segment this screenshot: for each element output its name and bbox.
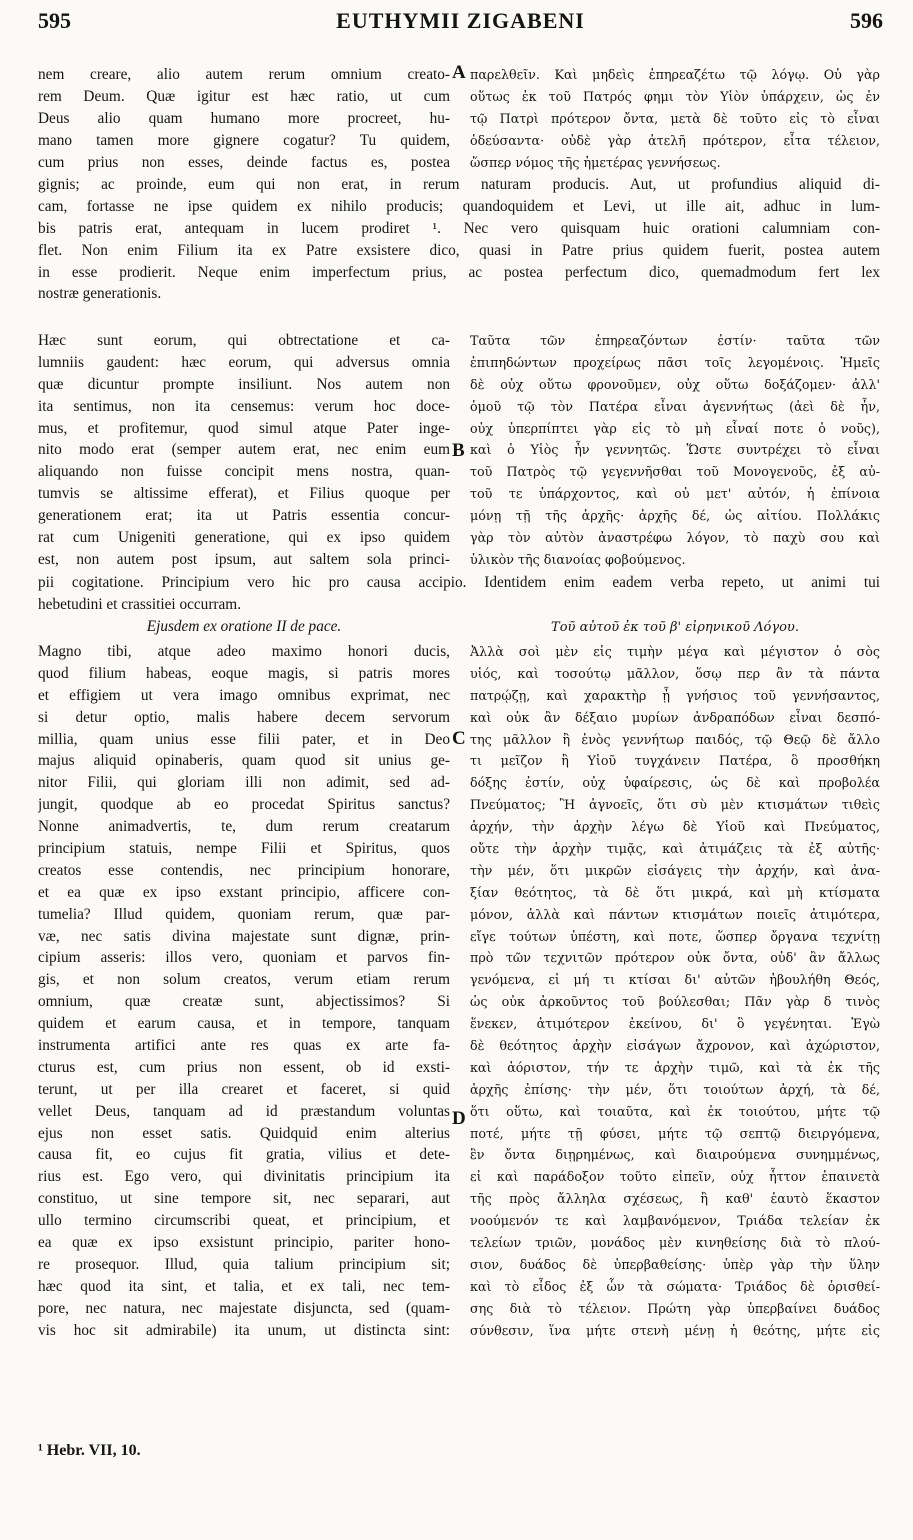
text-line: καὶ τὸ εἶδος ἐξ ὧν τὰ σώματα· Τριάδος δὲ ὁρισθεί-	[470, 1278, 880, 1294]
text-line: nem creare, alio autem rerum omnium creato-	[38, 66, 450, 83]
text-line: ἀρχῆς ἐπίσης· τὴν μέν, ὅτι τοιούτων ἀρχή, τὰ δέ,	[470, 1081, 880, 1097]
section2-latin-column	[38, 330, 450, 571]
text-line: Ταῦτα τῶν ἐπηρεαζόντων ἐστίν· ταῦτα τῶν	[470, 333, 880, 348]
text-line: τι μεῖζον ἢ Υἱοῦ τυγχάνειν Πατέρα, ὃ προσθήκη	[470, 753, 880, 769]
greek-section-title: Τοῦ αὐτοῦ ἐκ τοῦ β' εἰρηνικοῦ Λόγου.	[551, 620, 799, 635]
text-line: majus aliquid opinaberis, quam quod sit unius ge-	[38, 752, 450, 770]
section2-greek-column	[470, 330, 880, 571]
text-line: rius est. Ego vero, qui divinitatis principium ita	[38, 1168, 450, 1186]
text-line: ὥσπερ νόμος τῆς ἡμετέρας γεννήσεως.	[470, 154, 721, 170]
margin-marker-c: C	[452, 728, 466, 749]
text-line: mus, et profitemur, quod simul atque Pater inge-	[38, 419, 450, 437]
text-line: εἴγε τούτων ὑπέστη, καὶ ποτε, ὥσπερ ὄργανα τεχνίτῃ	[470, 928, 880, 944]
text-line: nito modo erat (semper autem erat, nec enim eum	[38, 441, 450, 459]
text-line: ὡς οὐκ ἀρκοῦντος τοῦ βούλεσθαι; Πᾶν γὰρ δ τινὸς	[470, 994, 880, 1010]
text-line: rat cum Unigeniti generatione, qui ex ipso quidem	[38, 529, 450, 547]
text-line: quidem et earum causa, et in tempore, tanquam	[38, 1015, 450, 1033]
text-line: τῷ Πατρὶ πρότερον ὄντα, μετὰ δὲ τοῦτο εἰς τὸ εἶναι	[470, 110, 880, 126]
section1-latin-fullwidth	[38, 174, 880, 305]
margin-marker-a: A	[452, 62, 466, 83]
text-line: millia, quam unius esse filii pater, et in Deo	[38, 730, 450, 748]
text-line: creatos esse contendis, nec principium honorare,	[38, 861, 450, 879]
text-line: terunt, ut per illa crearet et faceret, si quid	[38, 1080, 450, 1098]
text-line: vis hoc sit admirabile) ita unum, ut distincta sint:	[38, 1321, 450, 1339]
text-line: cturus est, cum prius non essent, ob id exsti-	[38, 1058, 450, 1076]
text-line: σης διὰ τὸ τέλειον. Πρώτη γὰρ ὑπερβαίνει δυάδος	[470, 1300, 880, 1316]
text-line: Πνεύματος; Ἢ ἀγνοεῖς, ὅτι σὺ μὲν κτισμάτων τιθεὶς	[470, 797, 880, 813]
text-line: ποτέ, μήτε τῇ φύσει, μήτε τῷ σεπτῷ διειργόμενα,	[470, 1125, 880, 1141]
text-line: πατρῴζῃ, καὶ χαρακτὴρ ᾖ γνήσιος τοῦ γεννήσαντος,	[470, 687, 880, 703]
text-line: quod filium habeas, eoque magis, si patris mores	[38, 664, 450, 682]
text-line: cam, fortasse ne ipse quidem ex nihilo producis; quandoquidem et Levi, ut ille ait, adhuc in lum-	[38, 197, 880, 215]
text-line: pore, nec natura, nec majestate disjuncta, sed (quam-	[38, 1299, 450, 1317]
text-line: omnium, quæ creatæ sunt, abjectissimos? Si	[38, 993, 450, 1011]
text-line: ξίαν θεότητος, τὰ δὲ ὅτι μικρά, καὶ μὴ κτίσματα	[470, 884, 880, 900]
text-line: ea quæ ex ipso exsistunt principio, pariter hono-	[38, 1234, 450, 1252]
section3-greek-column	[470, 641, 880, 1342]
text-line: γὰρ τὸν αὐτὸν ἀναστρέφω λόγον, τὸ παχὺ σου καὶ	[470, 530, 880, 546]
text-line: aliquando non fuisse concipit mens nostra, quan-	[38, 463, 450, 481]
text-line: instrumenta artifici ante res quas ex arte fa-	[38, 1037, 450, 1055]
text-line: δὲ οὐχ οὕτω φρονοῦμεν, οὐχ οὕτω δοξάζομεν· ἀλλ'	[470, 376, 880, 392]
text-line: si detur optio, malis habere decem servorum	[38, 708, 450, 726]
text-line: mano tamen more gignere cogatur? Tu quidem,	[38, 131, 450, 149]
text-line: δόξης ἐστίν, οὐχ ὑφαίρεσις, ὡς δὲ καὶ προβολέα	[470, 775, 880, 791]
text-line: causa fit, eo cujus fit gratia, vilius et dete-	[38, 1146, 450, 1164]
text-line: της μᾶλλον ἢ ἑνὸς γεννήτωρ παιδός, τῷ Θεῷ δὲ ἄλλο	[470, 731, 880, 747]
footnote: ¹ Hebr. VII, 10.	[38, 1442, 141, 1459]
text-line: flet. Non enim Filium ita ex Patre exsistere dico, quasi in Patre prius quidem fuerit, postea autem	[38, 241, 880, 259]
text-line: τοῦ Πατρὸς τῷ γεγεννῆσθαι τοῦ Μονογενοῦς, ἐξ αὐ-	[470, 464, 880, 480]
text-line: et effigiem ut vera imago omnibus exprimat, nec	[38, 686, 450, 704]
text-line: constituo, ut sine tempore sit, nec separari, aut	[38, 1190, 450, 1208]
text-line: τὴν μέν, ὅτι μικρῶν εἰσάγεις τὴν ἀρχήν, καὶ ἀνα-	[470, 862, 880, 878]
text-line: ἓν ὄντα διῃρημένως, καὶ διαιρούμενα συνημμένως,	[470, 1147, 880, 1163]
text-line: ἕνεκεν, ἀτιμότερον ἐκείνου, δι' ὃ γεγένηται. Ἐγὼ	[470, 1016, 880, 1032]
text-line: in esse prodierit. Neque enim imperfectum prius, ac postea perfectum dico, quemadmodum fert lex	[38, 263, 880, 281]
text-line: nitor Filii, qui gloriam illi non adimit, sed ad-	[38, 774, 450, 792]
text-line: principium statuis, nempe Filii et Spiritus, quos	[38, 840, 450, 858]
section1-greek-column	[470, 64, 880, 173]
text-line: cipium asseris: illos vero, quoniam et parvos fin-	[38, 949, 450, 967]
text-line: εἰ καὶ παράδοξον τοῦτο εἰπεῖν, οὐχ ἧττον ἐπαινετὰ	[470, 1169, 880, 1185]
text-line: τελείων τριῶν, μονάδος μὲν κινηθείσης διὰ τὸ πλού-	[470, 1235, 880, 1251]
text-line: Hæc sunt eorum, qui obtrectatione et ca-	[38, 332, 450, 349]
text-line: generationem erat; ita ut Patris essentia concur-	[38, 507, 450, 525]
text-line: γενόμενα, εἰ μή τι κτίσαι δι' αὐτῶν ἠβουλήθη Θεός,	[470, 972, 880, 988]
text-line: lumniis gaudent: hæc eorum, qui adversus omnia	[38, 353, 450, 371]
text-line: bis patris erat, antequam in lucem prodiret ¹. Nec vero quisquam huic orationi calumniam con-	[38, 219, 880, 237]
text-line: Deus alio quam humano more procreet, hu-	[38, 109, 450, 127]
text-line: Ἀλλὰ σοὶ μὲν εἰς τιμὴν μέγα καὶ μέγιστον ὁ σὸς	[470, 644, 880, 659]
text-line: gignis; ac proinde, eum qui non erat, in rerum naturam producis. Aut, ut profundius aliquid di-	[38, 176, 880, 193]
text-line: pii cogitatione. Principium vero hic pro causa accipio. Identidem enim eadem verba repeto, ut animi tui	[38, 574, 880, 591]
text-line: cum prius non esses, deinde factus es, postea	[38, 153, 450, 171]
text-line: ejus non esset satis. Quidquid enim alterius	[38, 1124, 450, 1142]
text-line: δὲ θεότητος ἀρχὴν εἰσάγων ἄχρονον, καὶ ἀχώριστον,	[470, 1038, 880, 1054]
text-line: καὶ ἀόριστον, τήν τε ἀρχὴν τιμῶ, καὶ τὰ ἐκ τῆς	[470, 1059, 880, 1075]
text-line: jungit, quodque ab eo procedat Spiritus sanctus?	[38, 796, 450, 814]
text-line: rem Deum. Quæ igitur est hæc ratio, ut cum	[38, 87, 450, 105]
text-line: παρελθεῖν. Καὶ μηδεὶς ἐπηρεαζέτω τῷ λόγῳ. Οὐ γὰρ	[470, 67, 880, 82]
text-line: nostræ generationis.	[38, 285, 162, 303]
section3-latin-column	[38, 641, 450, 1342]
text-line: σύνθεσιν, ἵνα μήτε στενὴ μένῃ ἡ θεότης, μήτε εἰς	[470, 1322, 880, 1338]
margin-marker-d: D	[452, 1108, 466, 1129]
text-line: οὔτε τὴν ἀρχὴν τιμᾷς, καὶ ἀτιμάζεις τὰ ἐξ αὐτῆς·	[470, 841, 880, 857]
margin-marker-b: B	[452, 440, 465, 461]
section1-latin-column	[38, 64, 450, 173]
text-line: vellet Deus, tanquam ad id præstandum voluntas	[38, 1102, 450, 1120]
text-line: ὅτι οὕτω, καὶ τοιαῦτα, καὶ ἐκ τοιούτου, μήτε τῷ	[470, 1103, 880, 1119]
text-line: ἐπιπηδώντων προχείρως πᾶσι τοῖς λεγομένοις. Ἡμεῖς	[470, 354, 880, 370]
text-line: Magno tibi, atque adeo maximo honori ducis,	[38, 643, 450, 660]
text-line: et ea quæ ex ipso exstant principio, afficere con-	[38, 883, 450, 901]
text-line: ὁμοῦ τῷ τὸν Πατέρα εἶναι ἀγεννήτως (ἀεὶ δὲ ἦν,	[470, 398, 880, 414]
text-line: hebetudini et crassitiei occurram.	[38, 595, 242, 613]
text-line: υἱός, καὶ τοσούτῳ μᾶλλον, ὅσῳ περ ἂν τὰ πάντα	[470, 665, 880, 681]
text-line: νοούμενόν τε καὶ λαμβανόμενον, Τριάδα τελείαν ἐκ	[470, 1213, 880, 1229]
text-line: ullo termino circumscribi queat, et principium, et	[38, 1212, 450, 1230]
running-header	[38, 8, 883, 42]
running-title: EUTHYMII ZIGABENI	[336, 8, 585, 33]
page-number-right: 596	[850, 8, 883, 33]
page-number-left: 595	[38, 8, 71, 33]
text-line: μόνον, ἀλλὰ καὶ πάντων κτισμάτων ποιεῖς ἀτιμότερα,	[470, 906, 880, 922]
text-line: Nonne animadvertis, te, dum rerum creatarum	[38, 818, 450, 836]
text-line: καὶ οὐκ ἂν δέξαιο μυρίων ἀνδραπόδων εἶναι δεσπό-	[470, 709, 880, 725]
text-line: οὕτως ἐκ τοῦ Πατρός φημι τὸν Υἱὸν ὑπάρχειν, ὡς ἐν	[470, 88, 880, 104]
text-line: hæc quod ita sint, et talia, et ex tali, nec tem-	[38, 1277, 450, 1295]
text-line: τοῦ τε ὑπάρχοντος, καὶ οὐ μετ' αὐτόν, ἡ ἐπίνοια	[470, 486, 880, 502]
text-line: gis, et non solum creatos, verum etiam rerum	[38, 971, 450, 989]
text-line: ὑλικὸν τῆς διανοίας φοβούμενος.	[470, 551, 686, 567]
text-line: καὶ ὁ Υἱὸς ἦν γεννητῶς. Ὥστε συντρέχει τὸ εἶναι	[470, 442, 880, 458]
text-line: væ, nec satis divina majestate sunt dignæ, prin-	[38, 927, 450, 945]
text-line: est, non autem post ipsum, aut saltem sola princi-	[38, 550, 450, 568]
text-line: τῆς πρὸς ἄλληλα σχέσεως, ἢ καθ' ἑαυτὸ ἕκαστον	[470, 1191, 880, 1207]
text-line: πρὸ τῶν τεχνιτῶν πρότερον οὐκ ὄντα, οὐδ' ἂν ἄλλως	[470, 950, 880, 966]
latin-section-title: Ejusdem ex oratione II de pace.	[146, 618, 342, 635]
text-line: tumvis se altissime efferat), et Filius quoque per	[38, 485, 450, 503]
text-line: tumelia? Illud quidem, quoniam rerum, quæ par-	[38, 905, 450, 923]
text-line: re prosequor. Illud, quia talium principium sit;	[38, 1255, 450, 1273]
text-line: μόνῃ τῇ τῆς ἀρχῆς· ἀρχῆς δέ, ὡς αἰτίου. Πολλάκις	[470, 508, 880, 524]
text-line: σιον, δυάδος δὲ ὑπερβαθείσης· ὑπὲρ γὰρ τὴν ὕλην	[470, 1256, 880, 1272]
text-line: ἀρχήν, τὴν ἀρχὴν λέγω δὲ Υἱοῦ καὶ Πνεύματος,	[470, 819, 880, 835]
text-line: ὁδεύσαντα· οὐδὲ γὰρ ἀτελῆ πρότερον, εἶτα τέλειον,	[470, 132, 880, 148]
section2-latin-fullwidth	[38, 572, 880, 616]
text-line: ita sentimus, non ita censemus: verum hoc doce-	[38, 397, 450, 415]
text-line: quæ dicuntur prompte insiliunt. Nos autem non	[38, 375, 450, 393]
text-line: οὐχ ὑπερπίπτει γὰρ εἰς τὸ μὴ εἶναί ποτε ὁ νοῦς),	[470, 420, 880, 436]
